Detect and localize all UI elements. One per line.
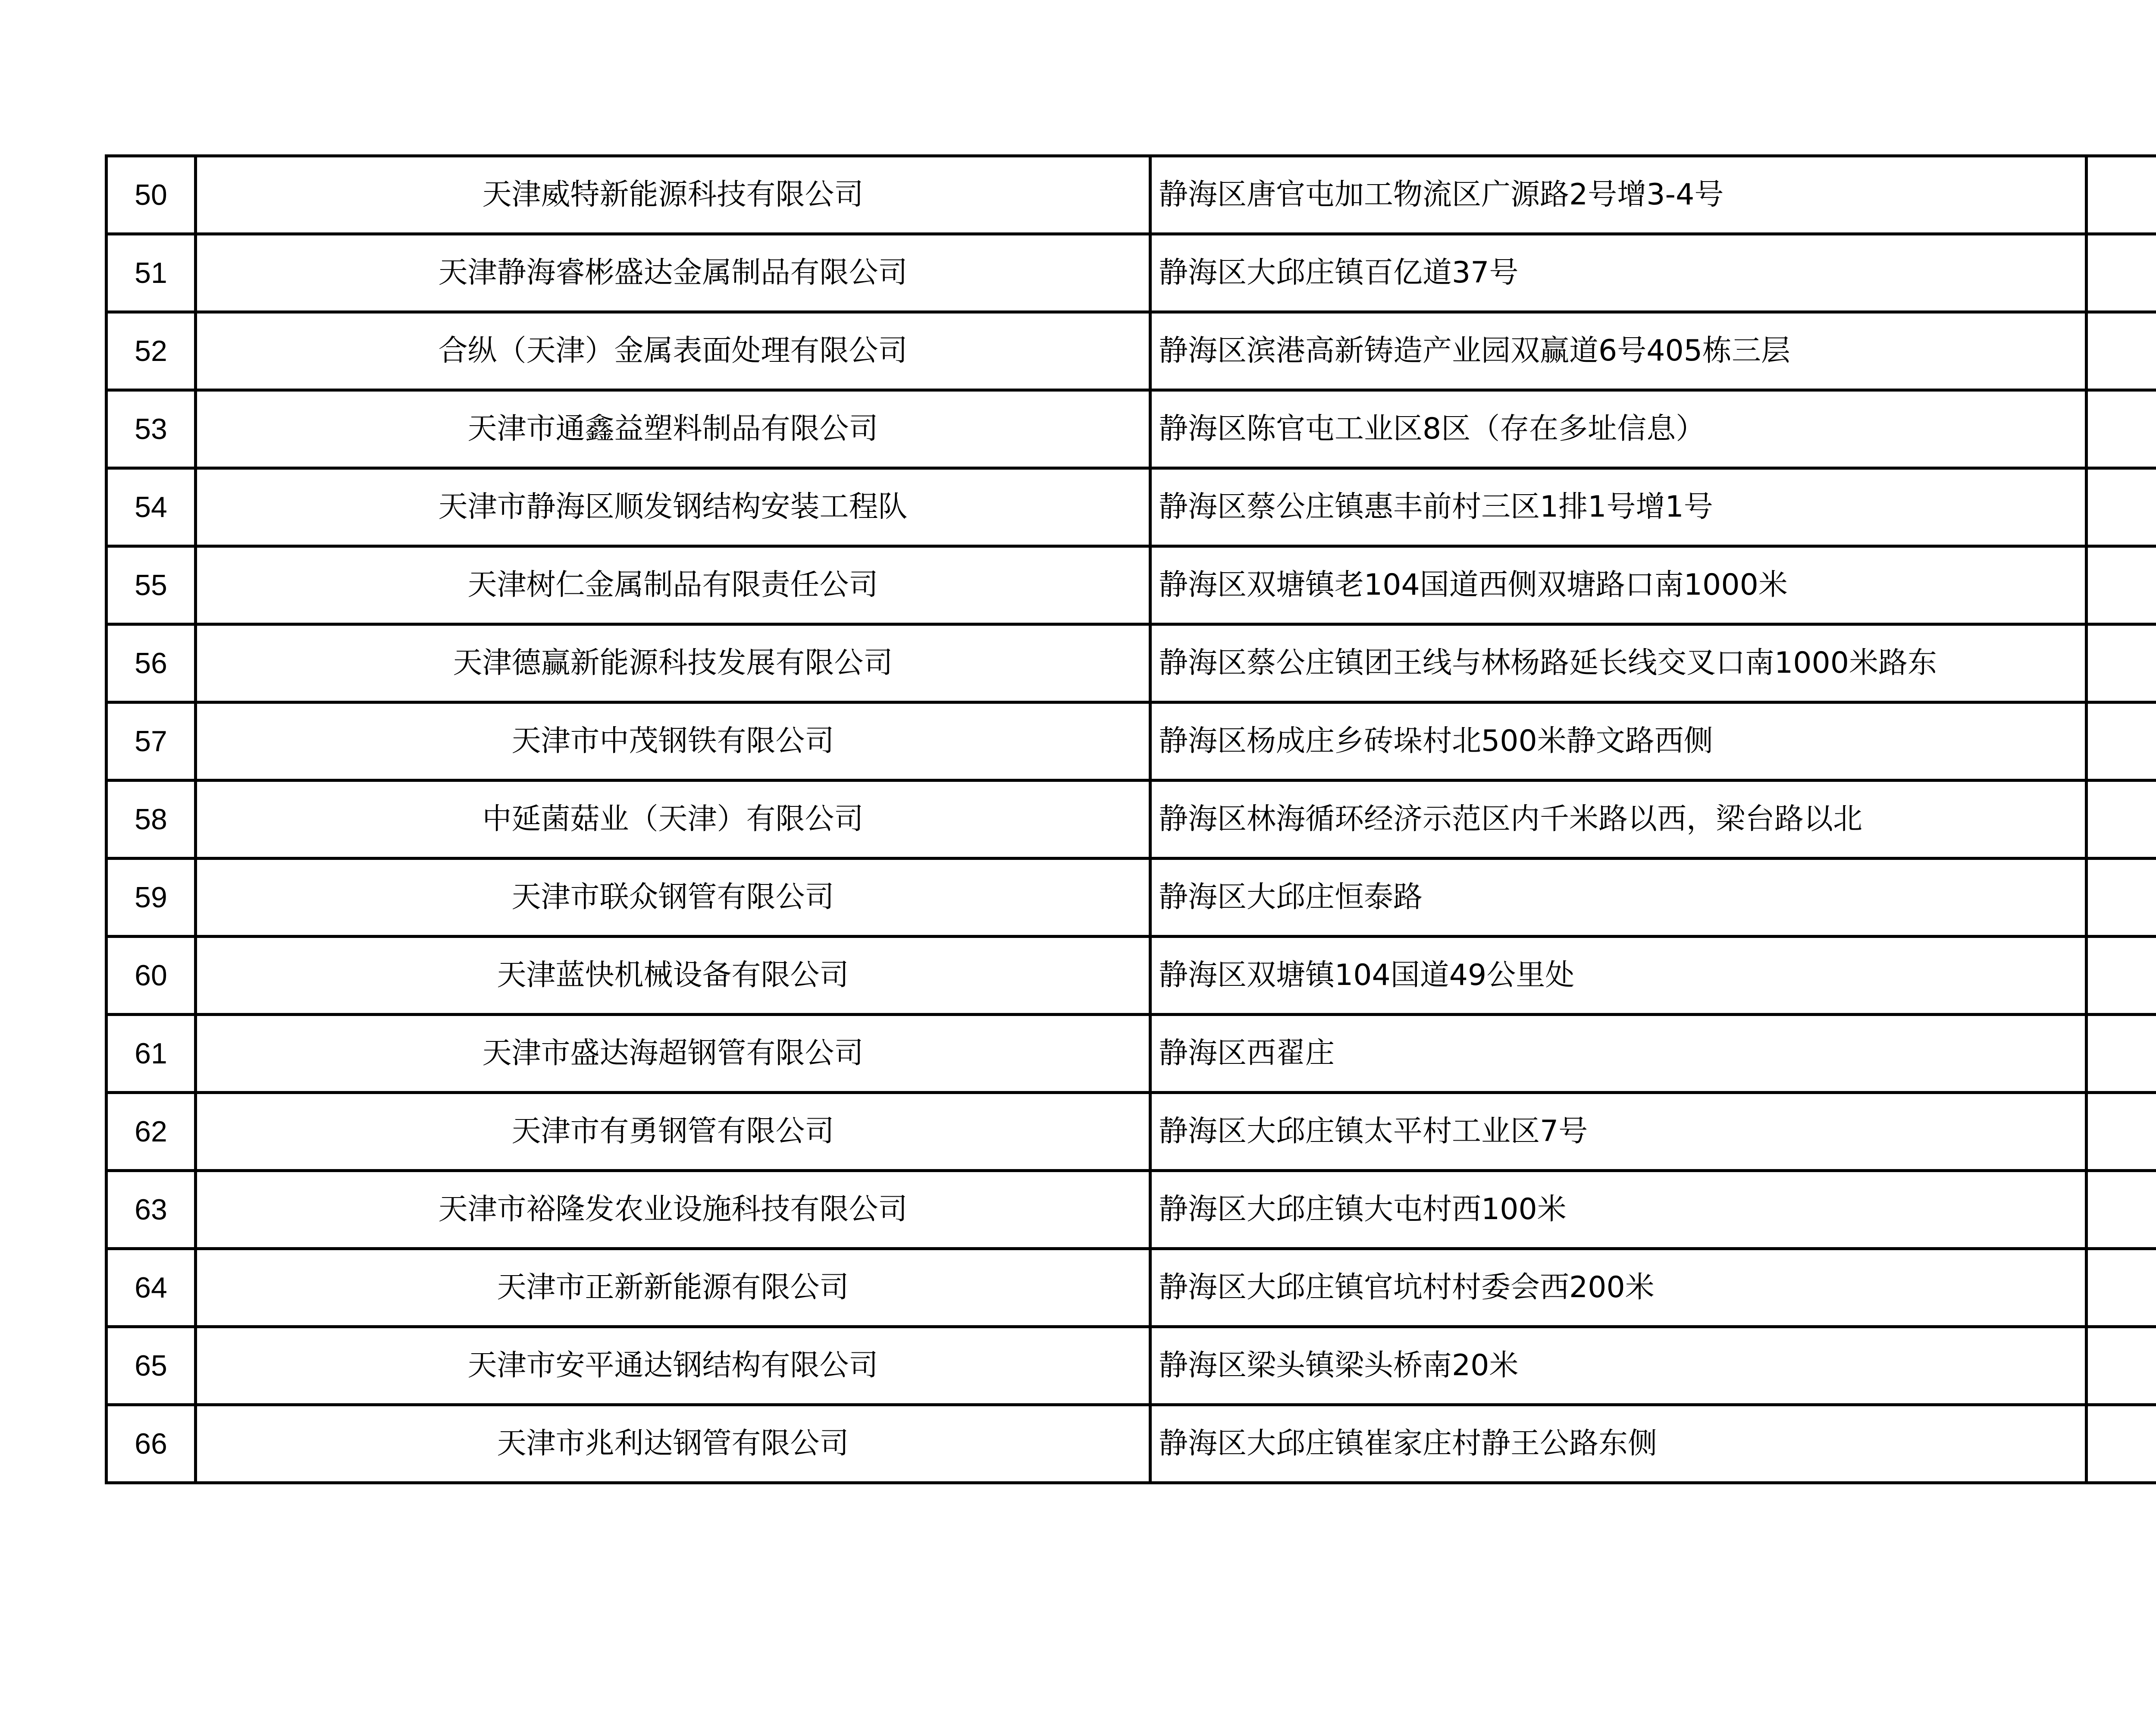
company-name: 天津市正新新能源有限公司 [196, 1249, 1150, 1327]
company-name: 天津市裕隆发农业设施科技有限公司 [196, 1171, 1150, 1249]
table-row [107, 156, 2156, 234]
row-number: 64 [107, 1249, 196, 1327]
company-address: 静海区大邱庄恒泰路 [1150, 859, 2087, 937]
table-row [107, 1093, 2156, 1171]
inspection-result [2087, 312, 2156, 390]
inspection-result [2087, 859, 2156, 937]
inspection-result [2087, 234, 2156, 312]
inspection-result [2087, 1405, 2156, 1483]
company-name: 天津市兆利达钢管有限公司 [196, 1405, 1150, 1483]
company-address: 静海区陈官屯工业区8区（存在多址信息） [1150, 390, 2087, 468]
company-name: 天津市中茂钢铁有限公司 [196, 702, 1150, 781]
inspection-result [2087, 390, 2156, 468]
row-number: 60 [107, 937, 196, 1015]
company-address: 静海区大邱庄镇太平村工业区7号 [1150, 1093, 2087, 1171]
row-number: 50 [107, 156, 196, 234]
company-address: 静海区梁头镇梁头桥南20米 [1150, 1327, 2087, 1405]
row-number: 56 [107, 624, 196, 702]
company-address: 静海区双塘镇老104国道西侧双塘路口南1000米 [1150, 546, 2087, 624]
inspection-result [2087, 1171, 2156, 1249]
company-name: 天津市联众钢管有限公司 [196, 859, 1150, 937]
company-address: 静海区杨成庄乡砖垛村北500米静文路西侧 [1150, 702, 2087, 781]
company-address: 静海区西翟庄 [1150, 1015, 2087, 1093]
inspection-result [2087, 937, 2156, 1015]
company-name: 天津德赢新能源科技发展有限公司 [196, 624, 1150, 702]
company-address: 静海区大邱庄镇百亿道37号 [1150, 234, 2087, 312]
company-name: 中延菌菇业（天津）有限公司 [196, 781, 1150, 859]
company-name: 天津市通鑫益塑料制品有限公司 [196, 390, 1150, 468]
company-name: 天津静海睿彬盛达金属制品有限公司 [196, 234, 1150, 312]
table-row [107, 859, 2156, 937]
table-row [107, 702, 2156, 781]
row-number: 63 [107, 1171, 196, 1249]
row-number: 51 [107, 234, 196, 312]
row-number: 66 [107, 1405, 196, 1483]
table-row [107, 1405, 2156, 1483]
company-name: 天津威特新能源科技有限公司 [196, 156, 1150, 234]
inspection-result [2087, 1015, 2156, 1093]
company-address: 静海区林海循环经济示范区内千米路以西，梁台路以北 [1150, 781, 2087, 859]
table-row [107, 1249, 2156, 1327]
table-row [107, 1327, 2156, 1405]
row-number: 53 [107, 390, 196, 468]
row-number: 52 [107, 312, 196, 390]
company-address: 静海区双塘镇104国道49公里处 [1150, 937, 2087, 1015]
inspection-result [2087, 702, 2156, 781]
table-row [107, 546, 2156, 624]
table-row [107, 312, 2156, 390]
inspection-result [2087, 781, 2156, 859]
row-number: 62 [107, 1093, 196, 1171]
company-address: 静海区大邱庄镇崔家庄村静王公路东侧 [1150, 1405, 2087, 1483]
table-row [107, 1015, 2156, 1093]
table-row [107, 234, 2156, 312]
table-row [107, 624, 2156, 702]
table-row [107, 781, 2156, 859]
company-name: 天津市静海区顺发钢结构安装工程队 [196, 468, 1150, 546]
company-name: 天津市有勇钢管有限公司 [196, 1093, 1150, 1171]
row-number: 57 [107, 702, 196, 781]
table-row [107, 1171, 2156, 1249]
row-number: 61 [107, 1015, 196, 1093]
company-address: 静海区唐官屯加工物流区广源路2号增3-4号 [1150, 156, 2087, 234]
inspection-result [2087, 1327, 2156, 1405]
table-row [107, 468, 2156, 546]
row-number: 58 [107, 781, 196, 859]
company-name: 合纵（天津）金属表面处理有限公司 [196, 312, 1150, 390]
company-address: 静海区蔡公庄镇团王线与林杨路延长线交叉口南1000米路东 [1150, 624, 2087, 702]
company-name: 天津市安平通达钢结构有限公司 [196, 1327, 1150, 1405]
company-address: 静海区大邱庄镇大屯村西100米 [1150, 1171, 2087, 1249]
row-number: 55 [107, 546, 196, 624]
company-address: 静海区蔡公庄镇惠丰前村三区1排1号增1号 [1150, 468, 2087, 546]
inspection-result [2087, 546, 2156, 624]
inspection-result [2087, 1249, 2156, 1327]
company-address: 静海区大邱庄镇官坑村村委会西200米 [1150, 1249, 2087, 1327]
company-name: 天津市盛达海超钢管有限公司 [196, 1015, 1150, 1093]
inspection-result [2087, 624, 2156, 702]
inspection-result [2087, 1093, 2156, 1171]
inspection-result [2087, 156, 2156, 234]
table-row [107, 390, 2156, 468]
company-name: 天津树仁金属制品有限责任公司 [196, 546, 1150, 624]
company-name: 天津蓝快机械设备有限公司 [196, 937, 1150, 1015]
company-address: 静海区滨港高新铸造产业园双赢道6号405栋三层 [1150, 312, 2087, 390]
inspection-table [105, 154, 2156, 1484]
inspection-result [2087, 468, 2156, 546]
row-number: 54 [107, 468, 196, 546]
row-number: 65 [107, 1327, 196, 1405]
table-body [107, 156, 2156, 1483]
row-number: 59 [107, 859, 196, 937]
table-row [107, 937, 2156, 1015]
